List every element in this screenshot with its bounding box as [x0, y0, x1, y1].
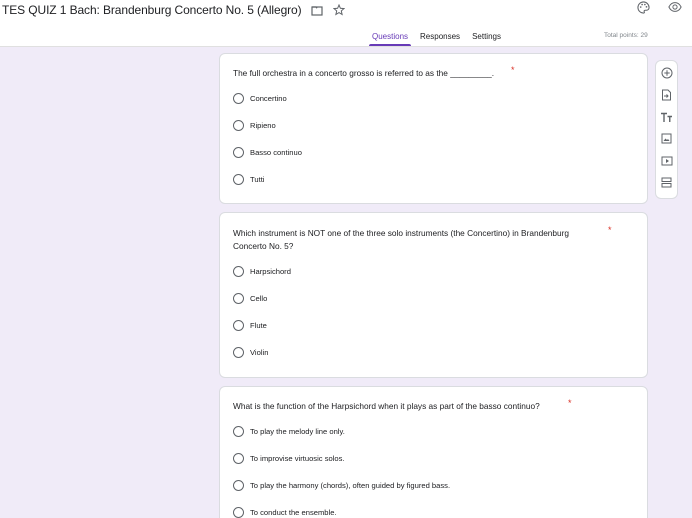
required-mark: * [608, 225, 612, 235]
option-label: To play the harmony (chords), often guided by figured bass. [250, 480, 451, 490]
option-label: Ripieno [250, 120, 276, 130]
option-label: Concertino [250, 93, 287, 103]
header-actions [637, 0, 682, 14]
folder-icon[interactable] [310, 3, 324, 17]
question-text-line2: Concerto No. 5? [233, 241, 294, 251]
radio-button[interactable] [233, 507, 244, 518]
palette-icon[interactable] [637, 1, 650, 14]
option-melody-only[interactable] [233, 425, 345, 437]
radio-button[interactable] [233, 266, 244, 277]
required-mark: * [511, 65, 515, 75]
total-points: Total points: 29 [604, 32, 648, 39]
required-mark: * [568, 398, 572, 408]
tab-responses[interactable]: Responses [420, 32, 461, 41]
option-label: Flute [250, 320, 267, 330]
question-text: The full orchestra in a concerto grosso is referred to as the _________. [233, 68, 495, 78]
title-row [2, 1, 346, 19]
radio-button[interactable] [233, 293, 244, 304]
radio-button[interactable] [233, 320, 244, 331]
option-cello[interactable] [233, 292, 267, 304]
question-card-3[interactable] [219, 386, 648, 518]
radio-button[interactable] [233, 480, 244, 491]
option-concertino[interactable] [233, 92, 287, 104]
option-play-harmony[interactable] [233, 479, 450, 491]
option-improvise-solos[interactable] [233, 452, 345, 464]
radio-button[interactable] [233, 120, 244, 131]
star-icon[interactable] [332, 3, 346, 17]
option-label: To improvise virtuosic solos. [250, 453, 345, 463]
option-label: Tutti [250, 174, 265, 184]
question-text: What is the function of the Harpsichord when it plays as part of the basso continuo? [233, 401, 540, 411]
add-question-icon[interactable] [660, 67, 674, 80]
option-harpsichord[interactable] [233, 265, 291, 277]
option-label: To conduct the ensemble. [250, 507, 337, 517]
preview-icon[interactable] [668, 1, 682, 13]
tab-bar [366, 29, 507, 46]
option-conduct[interactable] [233, 506, 337, 518]
option-label: To play the melody line only. [250, 426, 345, 436]
question-card-2[interactable] [219, 212, 648, 378]
option-basso-continuo[interactable] [233, 146, 302, 158]
question-text-line1: Which instrument is NOT one of the three solo instruments (the Concertino) in Brandenburg [233, 228, 570, 238]
option-label: Violin [250, 347, 269, 357]
import-questions-icon[interactable] [660, 89, 674, 102]
add-section-icon[interactable] [660, 176, 674, 189]
option-label: Cello [250, 293, 268, 303]
option-ripieno[interactable] [233, 119, 276, 131]
question-card-1[interactable] [219, 53, 648, 204]
option-tutti[interactable] [233, 173, 265, 185]
side-toolbar [655, 60, 678, 199]
tab-questions[interactable]: Questions [366, 29, 414, 46]
add-video-icon[interactable] [660, 154, 674, 167]
form-title[interactable]: TES QUIZ 1 Bach: Brandenburg Concerto No. 5 (Allegro) [2, 3, 302, 17]
option-label: Basso continuo [250, 147, 302, 157]
add-title-icon[interactable] [660, 111, 674, 124]
radio-button[interactable] [233, 453, 244, 464]
radio-button[interactable] [233, 93, 244, 104]
radio-button[interactable] [233, 174, 244, 185]
tab-settings[interactable]: Settings [472, 32, 501, 41]
radio-button[interactable] [233, 347, 244, 358]
option-violin[interactable] [233, 346, 268, 358]
add-image-icon[interactable] [660, 132, 674, 145]
radio-button[interactable] [233, 426, 244, 437]
app-header [0, 0, 692, 47]
option-label: Harpsichord [250, 266, 291, 276]
option-flute[interactable] [233, 319, 267, 331]
radio-button[interactable] [233, 147, 244, 158]
